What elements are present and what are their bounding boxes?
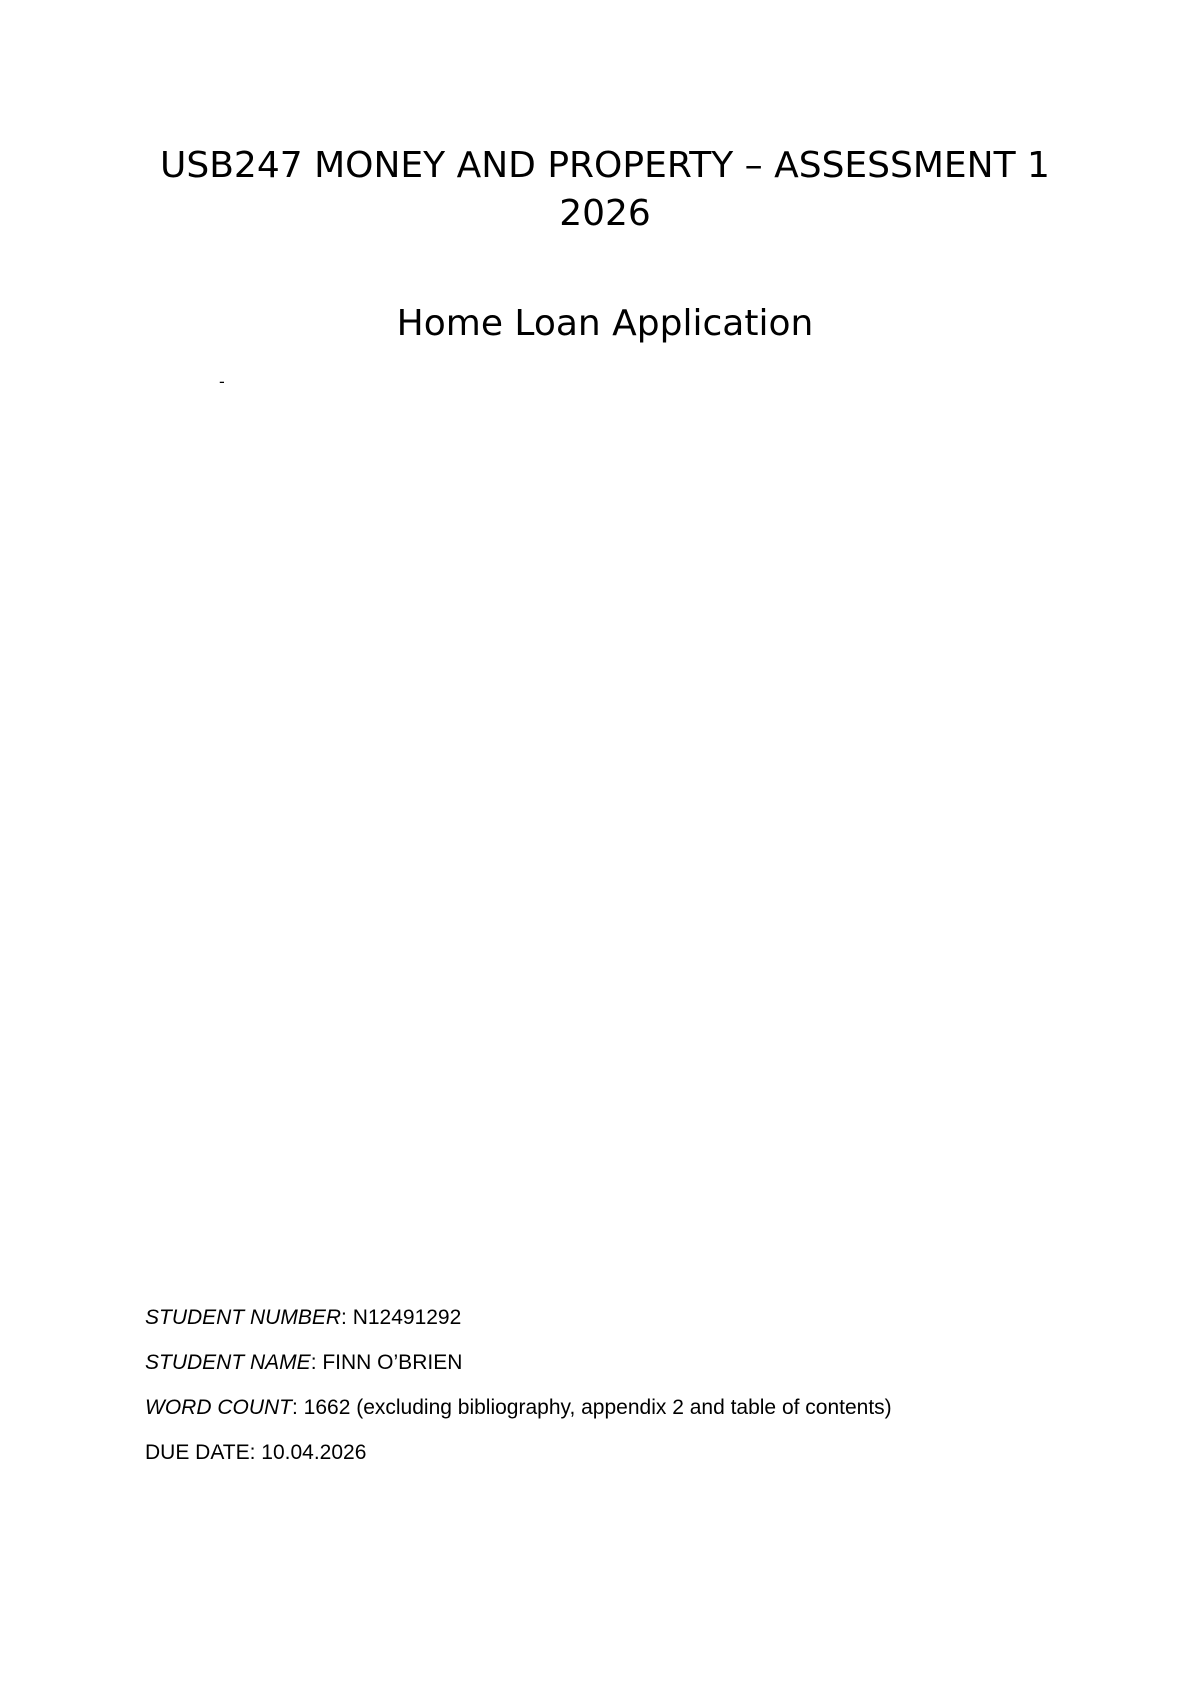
- document-title: USB247 MONEY AND PROPERTY – ASSESSMENT 1 2026: [160, 145, 1050, 234]
- word-count-label: WORD COUNT: [145, 1396, 292, 1419]
- student-name-line: [145, 1348, 1105, 1393]
- word-count-line: [145, 1393, 1105, 1438]
- student-name-value: FINN O’BRIEN: [322, 1351, 463, 1374]
- student-number-value: N12491292: [352, 1306, 462, 1329]
- student-number-separator: :: [341, 1306, 353, 1329]
- student-details: [145, 1303, 1105, 1483]
- stray-dash: -: [219, 372, 225, 391]
- due-date-label: DUE DATE:: [145, 1441, 262, 1464]
- student-number-label: STUDENT NUMBER: [145, 1306, 342, 1329]
- student-name-separator: :: [310, 1351, 323, 1374]
- document-subtitle: Home Loan Application: [396, 303, 814, 344]
- due-date-line: [145, 1438, 1105, 1483]
- student-number-line: [145, 1303, 1105, 1348]
- word-count-value: 1662 (excluding bibliography, appendix 2 and table of contents): [303, 1396, 892, 1419]
- due-date-value: 10.04.2026: [261, 1441, 367, 1464]
- word-count-separator: :: [291, 1396, 304, 1419]
- student-name-label: STUDENT NAME: [145, 1351, 311, 1374]
